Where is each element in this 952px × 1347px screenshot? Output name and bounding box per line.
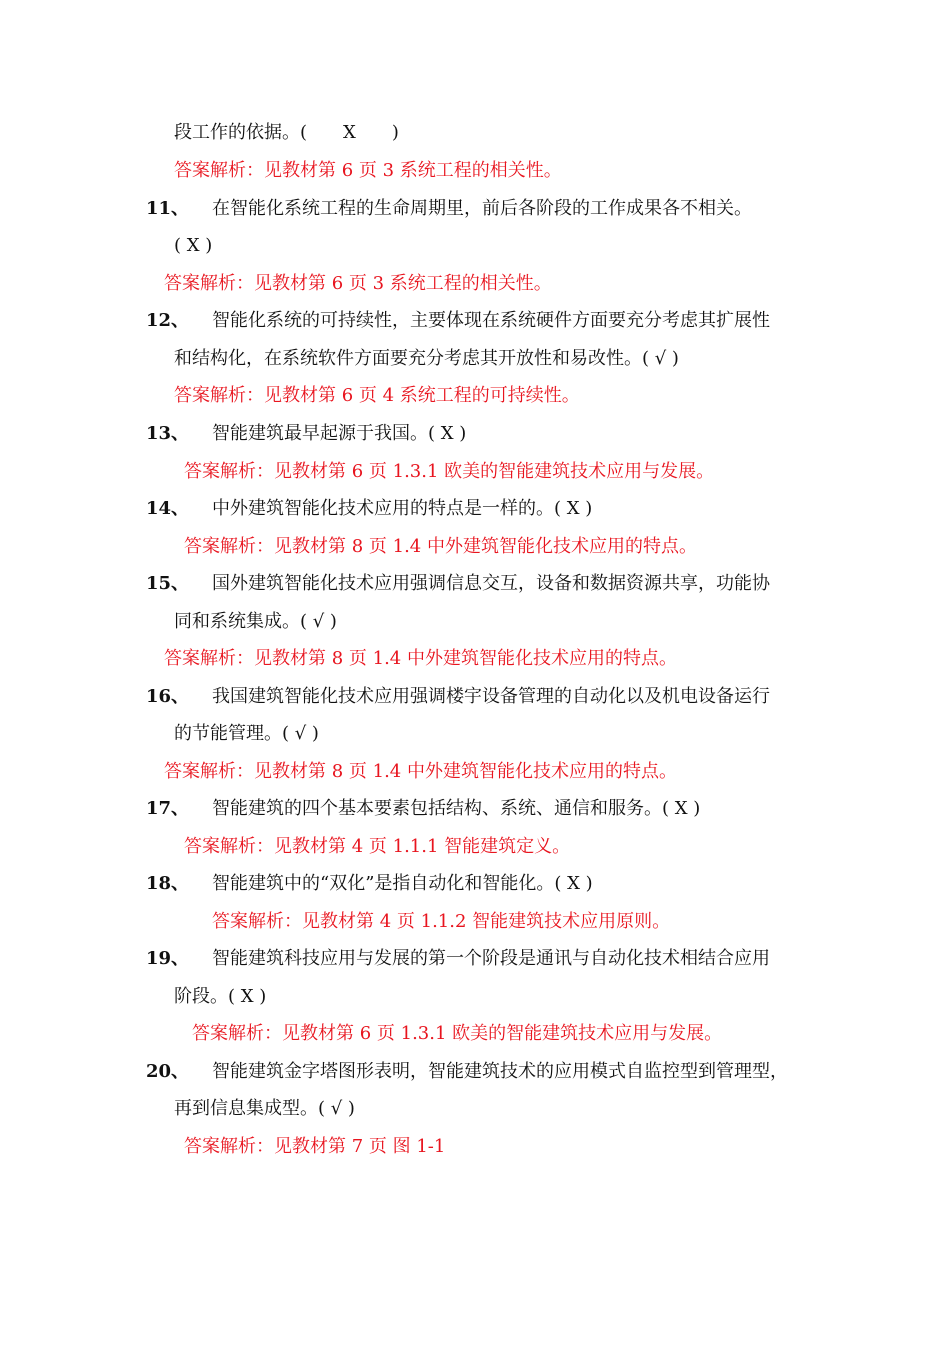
question-19-line2: 阶段。( X ) [174,986,267,1007]
question-14-line1: 中外建筑智能化技术应用的特点是一样的。( X ) [212,498,593,519]
answer-17: 答案解析：见教材第 4 页 1.1.1 智能建筑定义。 [184,836,571,857]
question-20-number: 20、 [146,1061,190,1082]
question-12-line2: 和结构化，在系统软件方面要充分考虑其开放性和易改性。( √ ) [174,348,679,369]
answer-14: 答案解析：见教材第 8 页 1.4 中外建筑智能化技术应用的特点。 [184,536,697,557]
question-16-line2: 的节能管理。( √ ) [174,723,319,744]
question-13-number: 13、 [146,423,190,444]
answer-12: 答案解析：见教材第 6 页 4 系统工程的可持续性。 [174,385,580,406]
question-11-number: 11、 [146,198,190,219]
question-17-number: 17、 [146,798,190,819]
question-15-line1: 国外建筑智能化技术应用强调信息交互，设备和数据资源共享，功能协 [212,573,770,594]
answer-20: 答案解析：见教材第 7 页 图 1-1 [184,1136,446,1157]
question-18-number: 18、 [146,873,190,894]
answer-11: 答案解析：见教材第 6 页 3 系统工程的相关性。 [164,273,552,294]
question-16-number: 16、 [146,686,190,707]
answer-16: 答案解析：见教材第 8 页 1.4 中外建筑智能化技术应用的特点。 [164,761,677,782]
question-12-number: 12、 [146,310,190,331]
answer-10: 答案解析：见教材第 6 页 3 系统工程的相关性。 [174,160,562,181]
question-11-line2: ( X ) [174,235,213,256]
question-13-line1: 智能建筑最早起源于我国。( X ) [212,423,467,444]
answer-18: 答案解析：见教材第 4 页 1.1.2 智能建筑技术应用原则。 [212,911,671,932]
question-20-line2: 再到信息集成型。( √ ) [174,1098,355,1119]
question-17-line1: 智能建筑的四个基本要素包括结构、系统、通信和服务。( X ) [212,798,701,819]
question-15-line2: 同和系统集成。( √ ) [174,611,337,632]
question-18-line1: 智能建筑中的“双化”是指自动化和智能化。( X ) [212,873,593,894]
question-15-number: 15、 [146,573,190,594]
question-11-line1: 在智能化系统工程的生命周期里，前后各阶段的工作成果各不相关。 [212,198,752,219]
answer-13: 答案解析：见教材第 6 页 1.3.1 欧美的智能建筑技术应用与发展。 [184,461,715,482]
answer-19: 答案解析：见教材第 6 页 1.3.1 欧美的智能建筑技术应用与发展。 [192,1023,723,1044]
question-12-line1: 智能化系统的可持续性，主要体现在系统硬件方面要充分考虑其扩展性 [212,310,770,331]
question-10-continuation: 段工作的依据。( X ) [174,122,399,143]
answer-15: 答案解析：见教材第 8 页 1.4 中外建筑智能化技术应用的特点。 [164,648,677,669]
question-16-line1: 我国建筑智能化技术应用强调楼宇设备管理的自动化以及机电设备运行 [212,686,770,707]
question-20-line1: 智能建筑金字塔图形表明，智能建筑技术的应用模式自监控型到管理型， [212,1061,788,1082]
question-19-line1: 智能建筑科技应用与发展的第一个阶段是通讯与自动化技术相结合应用 [212,948,770,969]
question-14-number: 14、 [146,498,190,519]
question-19-number: 19、 [146,948,190,969]
